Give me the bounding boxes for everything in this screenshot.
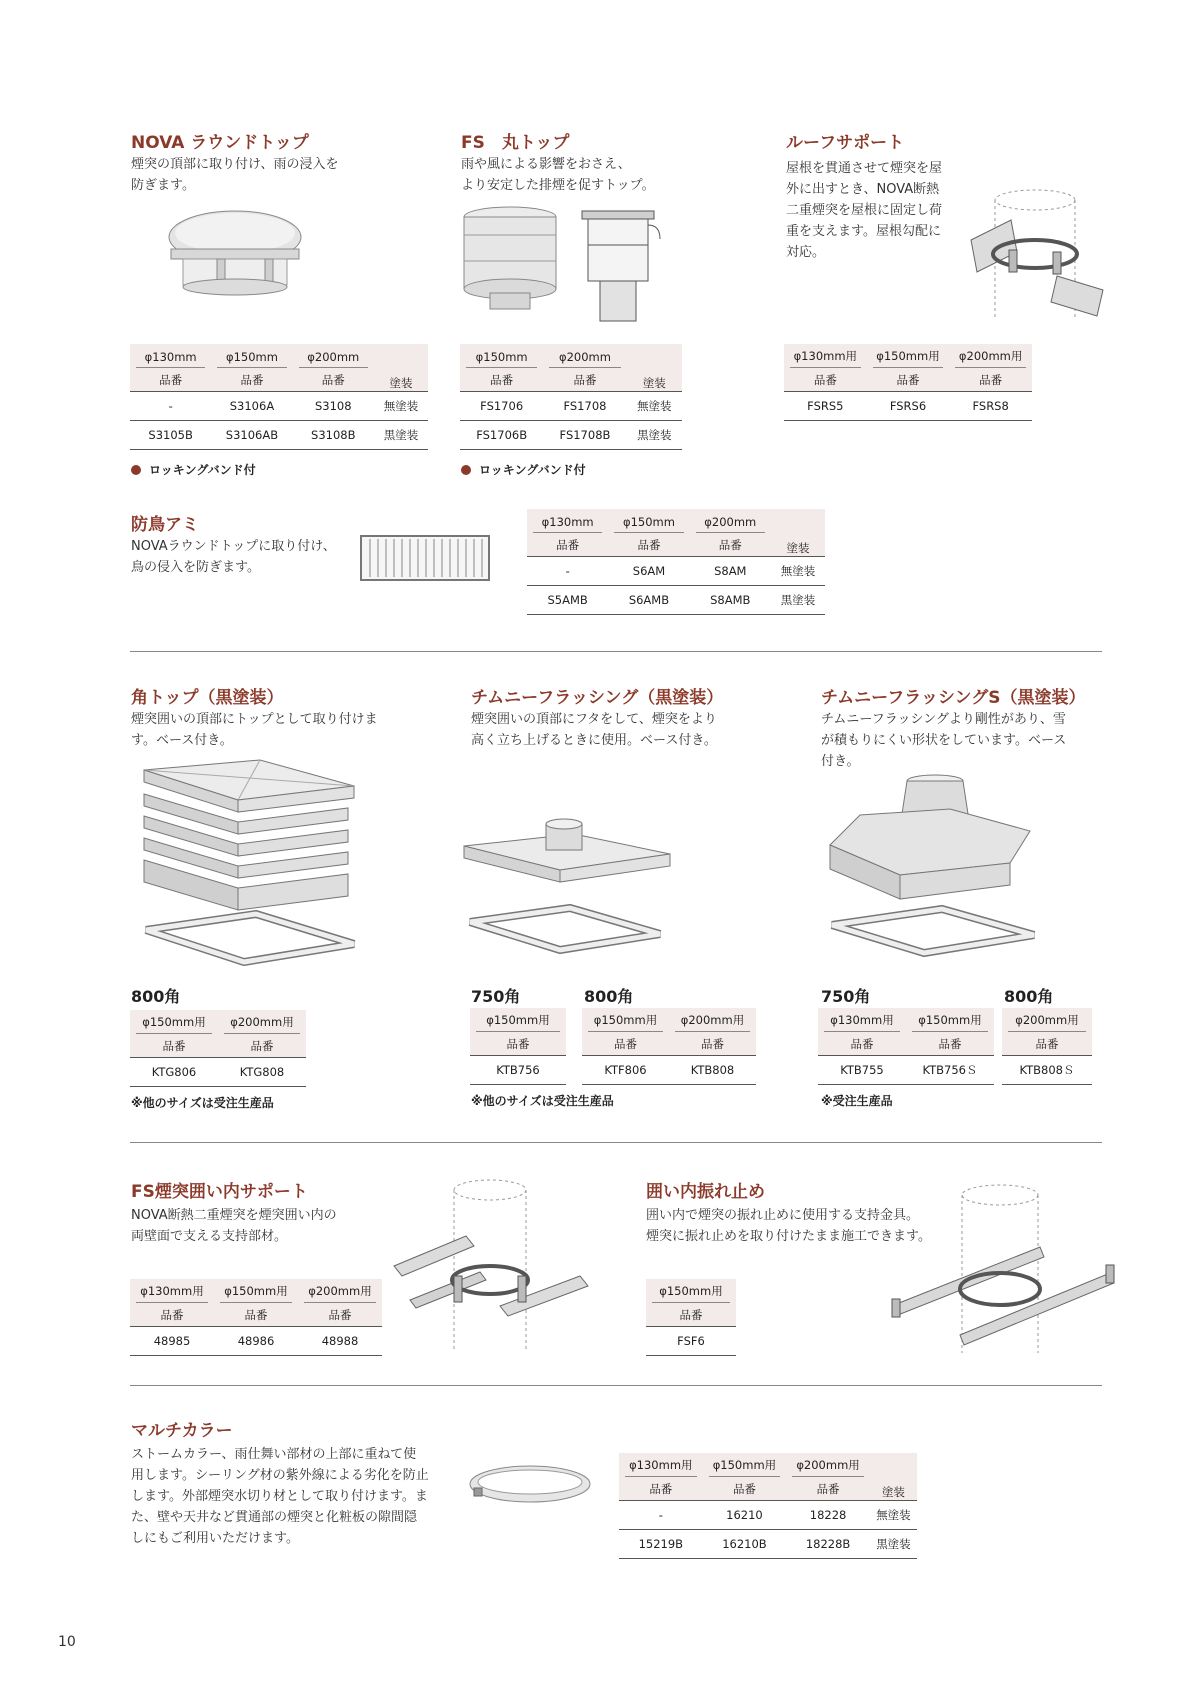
fs-round-top-note — [461, 461, 586, 478]
table-row — [130, 421, 428, 450]
table-cell: S3108 — [293, 392, 374, 421]
table-row — [130, 1058, 306, 1087]
header-200: φ200mm — [549, 350, 620, 368]
table-cell: KTB808Ｓ — [1002, 1056, 1092, 1085]
header-150: φ150mm用 — [652, 1283, 730, 1303]
table-cell: 15219B — [619, 1530, 703, 1559]
fs-inner-support-desc: NOVA断熱二重煙突を煙突囲い内の 両壁面で支える支持部材。 — [131, 1208, 337, 1244]
chimney-flashing-note: ※他のサイズは受注生産品 — [471, 1094, 614, 1108]
chimney-flashing-s-desc: チムニーフラッシングより剛性があり、雪 が積もりにくい形状をしています。ベース 付き。 — [821, 712, 1067, 769]
header-150: φ150mm用 — [220, 1283, 292, 1303]
table-cell: - — [527, 557, 608, 586]
table-cell: S3106AB — [211, 421, 292, 450]
square-top-title: 角トップ（黒塗装） — [131, 688, 284, 708]
note-text: ロッキングバンド付 — [149, 463, 256, 477]
sub-header: 品番 — [1002, 1032, 1092, 1056]
header-200: φ200mm用 — [675, 1012, 750, 1032]
header-150: φ150mm — [614, 515, 683, 533]
sub-header: 品番 — [703, 1477, 787, 1501]
table-cell: 48988 — [298, 1327, 382, 1356]
sub-header: 品番 — [949, 368, 1032, 392]
fs-round-top-title: FS 丸トップ — [461, 133, 570, 153]
fs-round-top-image — [460, 205, 690, 325]
table-cell: 48985 — [130, 1327, 214, 1356]
header-200: φ200mm — [299, 350, 368, 368]
note-text: ロッキングバンド付 — [479, 463, 586, 477]
table-cell: FSF6 — [646, 1327, 736, 1356]
table-cell: 無塗装 — [374, 392, 428, 421]
table-row — [646, 1327, 736, 1356]
chimney-flashing-s-table-800 — [1002, 1008, 1092, 1085]
header-200: φ200mm — [696, 515, 765, 533]
table-cell: S3108B — [293, 421, 374, 450]
header-150: φ150mm用 — [476, 1012, 560, 1032]
chimney-flashing-s-note: ※受注生産品 — [821, 1094, 893, 1108]
header-150: φ150mm用 — [136, 1014, 212, 1034]
header-paint: 塗装 — [627, 344, 682, 392]
chimney-flashing-desc: 煙突囲いの頂部にフタをして、煙突をより 高く立ち上げるときに使用。ベース付き。 — [471, 712, 717, 748]
table-cell: - — [130, 392, 211, 421]
sway-stopper-desc: 囲い内で煙突の振れ止めに使用する支持金具。 煙突に振れ止めを取り付けたまま施工できます。 — [646, 1208, 931, 1244]
header-150: φ150mm — [466, 350, 537, 368]
table-cell: S3106A — [211, 392, 292, 421]
fs-inner-support-table — [130, 1279, 382, 1356]
table-cell: S8AM — [690, 557, 771, 586]
size-label-800: 800角 — [131, 987, 181, 1006]
sub-header: 品番 — [784, 368, 867, 392]
bullet-icon — [461, 465, 471, 475]
nova-round-top-table — [130, 344, 428, 450]
header-200: φ200mm用 — [224, 1014, 300, 1034]
table-row — [784, 392, 1032, 421]
table-cell: FSRS8 — [949, 392, 1032, 421]
sub-header: 品番 — [130, 1034, 218, 1058]
section-divider — [130, 651, 1102, 652]
header-paint: 塗装 — [771, 509, 825, 557]
nova-round-top-image — [165, 205, 305, 315]
table-row — [460, 392, 682, 421]
fs-round-top-table — [460, 344, 682, 450]
table-cell: KTB808 — [669, 1056, 756, 1085]
chimney-flashing-s-title: チムニーフラッシングS（黒塗装） — [821, 688, 1086, 708]
header-200: φ200mm用 — [792, 1457, 864, 1477]
header-150: φ150mm用 — [588, 1012, 663, 1032]
table-row — [619, 1501, 917, 1530]
table-cell: FS1708B — [543, 421, 626, 450]
header-150: φ150mm用 — [873, 348, 944, 368]
bird-net-image — [360, 535, 490, 581]
size-label-750: 750角 — [471, 987, 521, 1006]
multi-collar-table — [619, 1453, 917, 1559]
table-cell: S3105B — [130, 421, 211, 450]
fs-inner-support-title: FS煙突囲い内サポート — [131, 1182, 308, 1202]
sub-header: 品番 — [867, 368, 950, 392]
header-130: φ130mm — [136, 350, 205, 368]
sub-header: 品番 — [669, 1032, 756, 1056]
table-cell: 48986 — [214, 1327, 298, 1356]
header-150: φ150mm用 — [912, 1012, 988, 1032]
table-cell: 黒塗装 — [374, 421, 428, 450]
table-cell: 16210 — [703, 1501, 787, 1530]
size-label-750: 750角 — [821, 987, 871, 1006]
table-cell: S6AMB — [608, 586, 689, 615]
multi-collar-desc: ストームカラー、雨仕舞い部材の上部に重ねて使 用します。シーリング材の紫外線による劣化を防止 します。外部煙突水切り材として取り付けます。ま た、壁や天井など貫通部の煙突と化粧板の隙間隠 しにもご利用いただけます。 — [131, 1447, 429, 1546]
table-cell: FSRS5 — [784, 392, 867, 421]
table-row — [818, 1056, 994, 1085]
header-150: φ150mm用 — [709, 1457, 781, 1477]
chimney-flashing-s-table-750 — [818, 1008, 994, 1085]
sub-header: 品番 — [214, 1303, 298, 1327]
sub-header: 品番 — [582, 1032, 669, 1056]
square-top-note: ※他のサイズは受注生産品 — [131, 1096, 274, 1110]
table-cell: 黒塗装 — [771, 586, 825, 615]
header-130: φ130mm用 — [625, 1457, 697, 1477]
table-row — [527, 557, 825, 586]
sub-header: 品番 — [211, 368, 292, 392]
header-paint: 塗装 — [870, 1453, 917, 1501]
table-cell: S5AMB — [527, 586, 608, 615]
square-top-table — [130, 1010, 306, 1087]
chimney-flashing-title: チムニーフラッシング（黒塗装） — [471, 688, 724, 708]
table-cell: FSRS6 — [867, 392, 950, 421]
table-cell: 無塗装 — [627, 392, 682, 421]
table-cell: KTB756Ｓ — [906, 1056, 994, 1085]
bird-net-table — [527, 509, 825, 615]
size-label-800: 800角 — [1004, 987, 1054, 1006]
table-row — [460, 421, 682, 450]
sub-header: 品番 — [130, 368, 211, 392]
sub-header: 品番 — [619, 1477, 703, 1501]
sub-header: 品番 — [293, 368, 374, 392]
sub-header: 品番 — [298, 1303, 382, 1327]
nova-round-top-desc: 煙突の頂部に取り付け、雨の浸入を 防ぎます。 — [131, 157, 339, 193]
sub-header: 品番 — [818, 1032, 906, 1056]
sub-header: 品番 — [646, 1303, 736, 1327]
table-row — [130, 392, 428, 421]
square-top-image — [140, 760, 360, 980]
chimney-flashing-table-800 — [582, 1008, 756, 1085]
header-130: φ130mm用 — [790, 348, 861, 368]
sway-stopper-image — [890, 1185, 1120, 1360]
sub-header: 品番 — [786, 1477, 870, 1501]
table-cell: S6AM — [608, 557, 689, 586]
table-cell: KTF806 — [582, 1056, 669, 1085]
nova-round-top-title: NOVA ラウンドトップ — [131, 133, 309, 153]
bird-net-title: 防鳥アミ — [131, 515, 199, 535]
table-cell: FS1708 — [543, 392, 626, 421]
size-label-800: 800角 — [584, 987, 634, 1006]
table-cell: KTG806 — [130, 1058, 218, 1087]
header-150: φ150mm — [217, 350, 286, 368]
roof-support-title: ルーフサポート — [786, 133, 905, 153]
table-cell: 無塗装 — [771, 557, 825, 586]
table-cell: FS1706 — [460, 392, 543, 421]
multi-collar-title: マルチカラー — [131, 1421, 233, 1441]
table-cell: - — [619, 1501, 703, 1530]
section-divider — [130, 1385, 1102, 1386]
table-row — [527, 586, 825, 615]
sub-header: 品番 — [608, 533, 689, 557]
table-row — [130, 1327, 382, 1356]
multi-collar-image — [465, 1462, 595, 1508]
sway-stopper-table — [646, 1279, 736, 1356]
bullet-icon — [131, 465, 141, 475]
chimney-flashing-s-image — [820, 775, 1050, 980]
sub-header: 品番 — [218, 1034, 306, 1058]
chimney-flashing-image — [460, 820, 680, 970]
header-130: φ130mm — [533, 515, 602, 533]
table-cell: KTB756 — [470, 1056, 566, 1085]
header-200: φ200mm用 — [1008, 1012, 1086, 1032]
header-200: φ200mm用 — [304, 1283, 376, 1303]
chimney-flashing-table-750 — [470, 1008, 566, 1085]
nova-round-top-note — [131, 461, 256, 478]
table-cell: 無塗装 — [870, 1501, 917, 1530]
fs-round-top-desc: 雨や風による影響をおさえ、 より安定した排煙を促すトップ。 — [461, 157, 655, 193]
table-cell: S8AMB — [690, 586, 771, 615]
table-cell: KTG808 — [218, 1058, 306, 1087]
table-cell: 黒塗装 — [870, 1530, 917, 1559]
roof-support-table — [784, 344, 1032, 421]
table-cell: FS1706B — [460, 421, 543, 450]
table-row — [1002, 1056, 1092, 1085]
header-130: φ130mm用 — [136, 1283, 208, 1303]
sub-header: 品番 — [130, 1303, 214, 1327]
sub-header: 品番 — [690, 533, 771, 557]
sway-stopper-title: 囲い内振れ止め — [646, 1182, 765, 1202]
roof-support-desc: 屋根を貫通させて煙突を屋 外に出すとき、NOVA断熱 二重煙突を屋根に固定し荷 重を支えます。屋根勾配に 対応。 — [786, 161, 943, 260]
table-cell: 18228B — [786, 1530, 870, 1559]
table-cell: 16210B — [703, 1530, 787, 1559]
table-cell: 黒塗装 — [627, 421, 682, 450]
header-130: φ130mm用 — [824, 1012, 900, 1032]
header-200: φ200mm用 — [955, 348, 1026, 368]
sub-header: 品番 — [460, 368, 543, 392]
sub-header: 品番 — [527, 533, 608, 557]
header-paint: 塗装 — [374, 344, 428, 392]
table-row — [619, 1530, 917, 1559]
page-number: 10 — [58, 1634, 76, 1650]
table-row — [470, 1056, 566, 1085]
section-divider — [130, 1142, 1102, 1143]
fs-inner-support-image — [390, 1180, 600, 1360]
sub-header: 品番 — [906, 1032, 994, 1056]
table-cell: KTB755 — [818, 1056, 906, 1085]
roof-support-image — [965, 190, 1105, 330]
sub-header: 品番 — [470, 1032, 566, 1056]
sub-header: 品番 — [543, 368, 626, 392]
table-row — [582, 1056, 756, 1085]
bird-net-desc: NOVAラウンドトップに取り付け、 鳥の侵入を防ぎます。 — [131, 539, 336, 575]
square-top-desc: 煙突囲いの頂部にトップとして取り付けま す。ベース付き。 — [131, 712, 378, 748]
table-cell: 18228 — [786, 1501, 870, 1530]
